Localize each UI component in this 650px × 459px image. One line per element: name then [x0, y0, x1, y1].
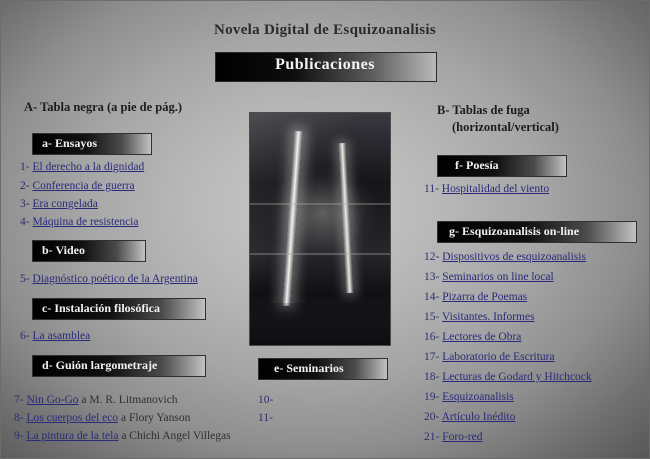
- item-link[interactable]: Era congelada: [32, 198, 98, 210]
- item-number: 16-: [424, 331, 440, 343]
- item-link[interactable]: El derecho a la dignidad: [32, 161, 145, 173]
- item-link[interactable]: Kafka: [276, 394, 305, 406]
- right-column-heading-line1: B- Tablas de fuga: [437, 103, 530, 117]
- item-number: 4-: [20, 216, 30, 228]
- list-item[interactable]: [20, 198, 98, 210]
- list-item[interactable]: [424, 431, 482, 443]
- photo-shelf-line: [250, 253, 390, 255]
- item-number: 3-: [20, 198, 30, 210]
- section-title-seminarios: e- Seminarios: [274, 361, 344, 375]
- item-link[interactable]: Hospitalidad del viento: [441, 183, 550, 195]
- list-item[interactable]: [14, 412, 190, 424]
- left-column-heading: A- Tabla negra (a pie de pág.): [24, 100, 183, 114]
- item-link[interactable]: La pintura de la tela: [26, 430, 119, 442]
- list-item[interactable]: [424, 391, 514, 403]
- list-item[interactable]: [20, 273, 198, 285]
- item-number: 20-: [424, 411, 440, 423]
- item-link[interactable]: Foro-red: [442, 431, 483, 443]
- item-link[interactable]: Artículo Inédito: [441, 411, 516, 423]
- section-title-guion: d- Guión largometraje: [42, 358, 158, 372]
- item-number: 9-: [14, 430, 24, 442]
- item-number: 7-: [14, 394, 24, 406]
- item-number: 10-: [258, 394, 274, 406]
- item-link[interactable]: Esquizoanalisis: [442, 391, 514, 403]
- list-item[interactable]: [424, 291, 527, 303]
- list-item[interactable]: [424, 411, 515, 423]
- item-link[interactable]: Nin Go-Go: [26, 394, 79, 406]
- item-number: 11-: [258, 412, 273, 424]
- list-item[interactable]: [424, 331, 521, 343]
- page-title: Novela Digital de Esquizoanalisis: [213, 22, 436, 38]
- item-number: 8-: [14, 412, 24, 424]
- section-title-esquizoanalisis-online: g- Esquizoanalisis on-line: [449, 224, 580, 238]
- item-link[interactable]: Los cuerpos del eco: [26, 412, 119, 424]
- list-item[interactable]: [258, 394, 304, 406]
- right-column-heading-line2: (horizontal/vertical): [452, 120, 559, 134]
- item-link[interactable]: Diagnóstico poético de la Argentina: [32, 273, 198, 285]
- item-number: 11-: [424, 183, 439, 195]
- item-number: 17-: [424, 351, 440, 363]
- list-item[interactable]: [424, 351, 555, 363]
- item-link[interactable]: La asamblea: [32, 330, 91, 342]
- section-title-instalacion: c- Instalación filosófica: [42, 301, 160, 315]
- item-number: 18-: [424, 371, 440, 383]
- item-link[interactable]: Visitantes. Informes: [442, 311, 535, 323]
- item-number: 14-: [424, 291, 440, 303]
- list-item[interactable]: [14, 394, 178, 406]
- item-link[interactable]: Lecturas de Godard y Hitchcock: [442, 371, 592, 383]
- item-number: 13-: [424, 271, 440, 283]
- list-item[interactable]: [20, 216, 138, 228]
- neon-light-installation-photo: [249, 112, 391, 346]
- list-item[interactable]: [424, 251, 586, 263]
- photo-shelf-line: [250, 203, 390, 205]
- item-number: 21-: [424, 431, 440, 443]
- item-number: 1-: [20, 161, 30, 173]
- list-item[interactable]: [424, 371, 592, 383]
- list-item[interactable]: [258, 412, 366, 424]
- item-number: 12-: [424, 251, 440, 263]
- photo-dark-base: [250, 303, 390, 345]
- section-title-video: b- Video: [42, 243, 86, 257]
- item-link[interactable]: Pizarra de Poemas: [442, 291, 528, 303]
- item-link[interactable]: Seminarios on line local: [442, 271, 554, 283]
- item-number: 19-: [424, 391, 440, 403]
- item-number: 2-: [20, 180, 30, 192]
- item-link[interactable]: Dispositivos de esquizoanalisis: [442, 251, 586, 263]
- list-item[interactable]: [14, 430, 231, 442]
- item-link[interactable]: Máquina de resistencia: [32, 216, 139, 228]
- item-suffix: a M. R. Litmanovich: [81, 394, 178, 406]
- publications-banner-label: Publicaciones: [275, 56, 375, 73]
- item-link[interactable]: Lectores de Obra: [442, 331, 522, 343]
- list-item[interactable]: [424, 271, 554, 283]
- item-link[interactable]: Conferencia de guerra: [32, 180, 135, 192]
- item-number: 6-: [20, 330, 30, 342]
- item-link[interactable]: El plano de Borges.: [275, 412, 367, 424]
- item-number: 5-: [20, 273, 30, 285]
- list-item[interactable]: [424, 311, 535, 323]
- list-item[interactable]: [20, 180, 135, 192]
- list-item[interactable]: [20, 330, 90, 342]
- item-number: 15-: [424, 311, 440, 323]
- section-title-poesia: f- Poesía: [455, 158, 499, 172]
- section-title-ensayos: a- Ensayos: [42, 136, 98, 150]
- item-suffix: a Chichi Angel Villegas: [121, 430, 231, 442]
- item-suffix: a Flory Yanson: [121, 412, 191, 424]
- list-item[interactable]: [20, 161, 144, 173]
- item-link[interactable]: Laboratorio de Escritura: [442, 351, 555, 363]
- list-item[interactable]: [424, 183, 549, 195]
